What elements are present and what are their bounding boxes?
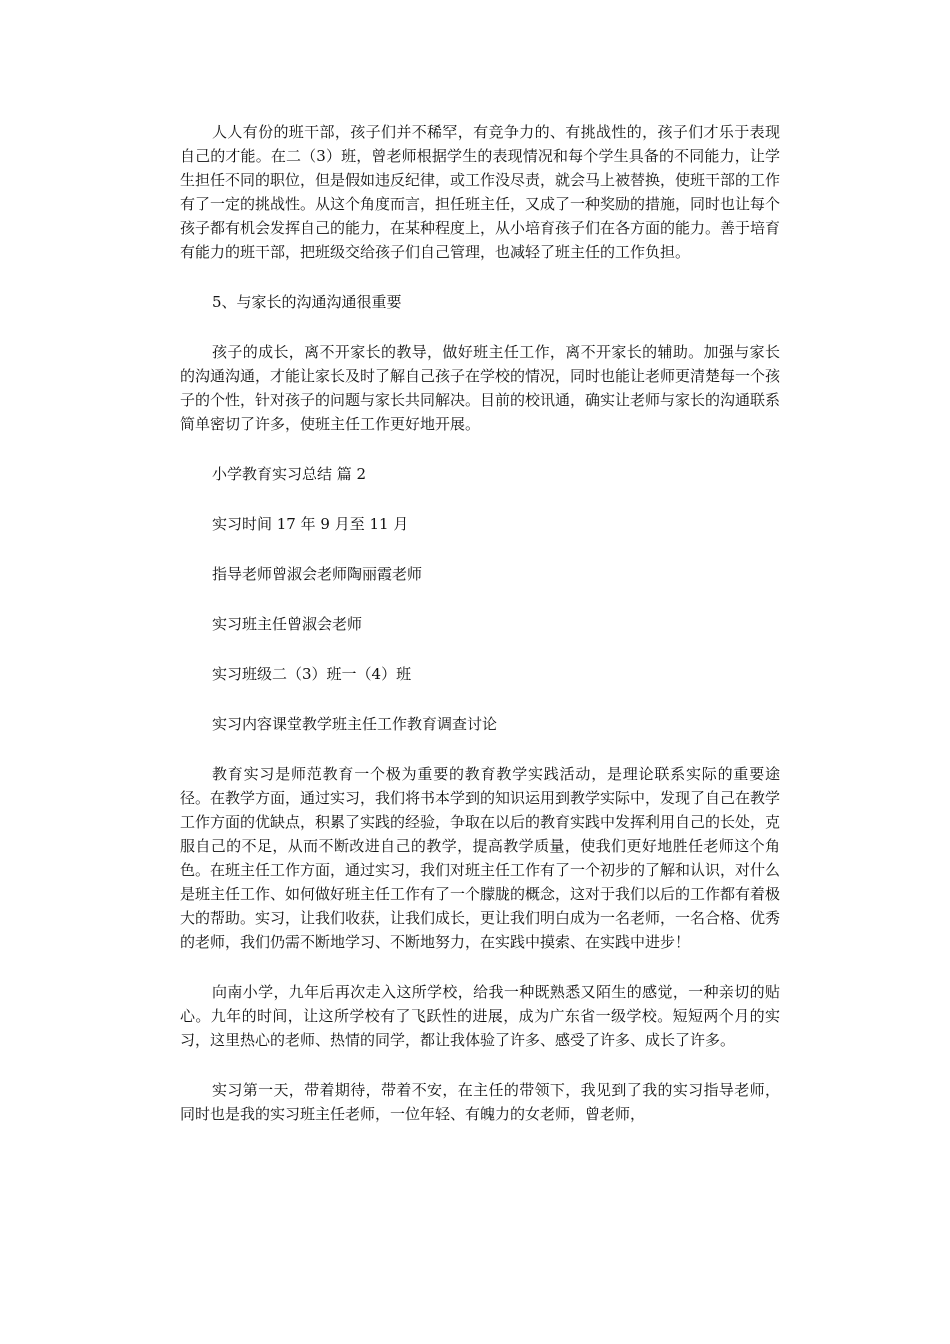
- internship-contents: 实习内容课堂教学班主任工作教育调查讨论: [212, 715, 498, 733]
- section-heading-parents: 5、与家长的沟通沟通很重要: [212, 293, 402, 311]
- paragraph-class-cadres: 人人有份的班干部，孩子们并不稀罕，有竞争力的、有挑战性的，孩子们才乐于表现自己的才能。在二（3）班，曾老师根据学生的表现情况和每个学生具备的不同能力，让学生担任不同的职位，但是假如违反纪律，或工作没尽责，就会马上被替换，使班干部的工作有了一定的挑战性。从这个角度而言，担任班主任，又成了一种奖励的措施，同时也让每个孩子都有机会发挥自己的能力，在某种程度上，从小培育孩子们在各方面的能力。善于培育有能力的班干部，把班级交给孩子们自己管理，也减轻了班主任的工作负担。: [180, 123, 781, 261]
- paragraph-parents: 孩子的成长，离不开家长的教导，做好班主任工作，离不开家长的辅助。加强与家长的沟通沟通，才能让家长及时了解自己孩子在学校的情况，同时也能让老师更清楚每一个孩子的个性，针对孩子的问题与家长共同解决。目前的校讯通，确实让老师与家长的沟通联系简单密切了许多，使班主任工作更好地开展。: [180, 343, 781, 433]
- internship-classes: 实习班级二（3）班一（4）班: [212, 665, 412, 683]
- paragraph-significance: 教育实习是师范教育一个极为重要的教育教学实践活动，是理论联系实际的重要途径。在教学方面，通过实习，我们将书本学到的知识运用到教学实际中，发现了自己在教学工作方面的优缺点，积累了实践的经验，争取在以后的教育实践中发挥利用自己的长处，克服自己的不足，从而不断改进自己的教学，提高教学质量，使我们更好地胜任老师这个角色。在班主任工作方面，通过实习，我们对班主任工作有了一个初步的了解和认识，对什么是班主任工作、如何做好班主任工作有了一个朦胧的概念，这对于我们以后的工作都有着极大的帮助。实习，让我们收获，让我们成长，更让我们明白成为一名老师，一名合格、优秀的老师，我们仍需不断地学习、不断地努力，在实践中摸索、在实践中进步！: [180, 765, 781, 951]
- section-title-part2: 小学教育实习总结 篇 2: [212, 465, 367, 483]
- paragraph-school: 向南小学，九年后再次走入这所学校，给我一种既熟悉又陌生的感觉，一种亲切的贴心。九年的时间，让这所学校有了飞跃性的进展，成为广东省一级学校。短短两个月的实习，这里热心的老师、热情的同学，都让我体验了许多、感受了许多、成长了许多。: [180, 983, 780, 1049]
- internship-time: 实习时间 17 年 9 月至 11 月: [212, 515, 409, 533]
- advisors: 指导老师曾淑会老师陶丽霞老师: [212, 565, 423, 583]
- paragraph-first-day: 实习第一天，带着期待，带着不安，在主任的带领下，我见到了我的实习指导老师，同时也是我的实习班主任老师，一位年轻、有魄力的女老师，曾老师，: [180, 1081, 780, 1123]
- head-teacher: 实习班主任曾淑会老师: [212, 615, 363, 633]
- document-body: [180, 120, 780, 1126]
